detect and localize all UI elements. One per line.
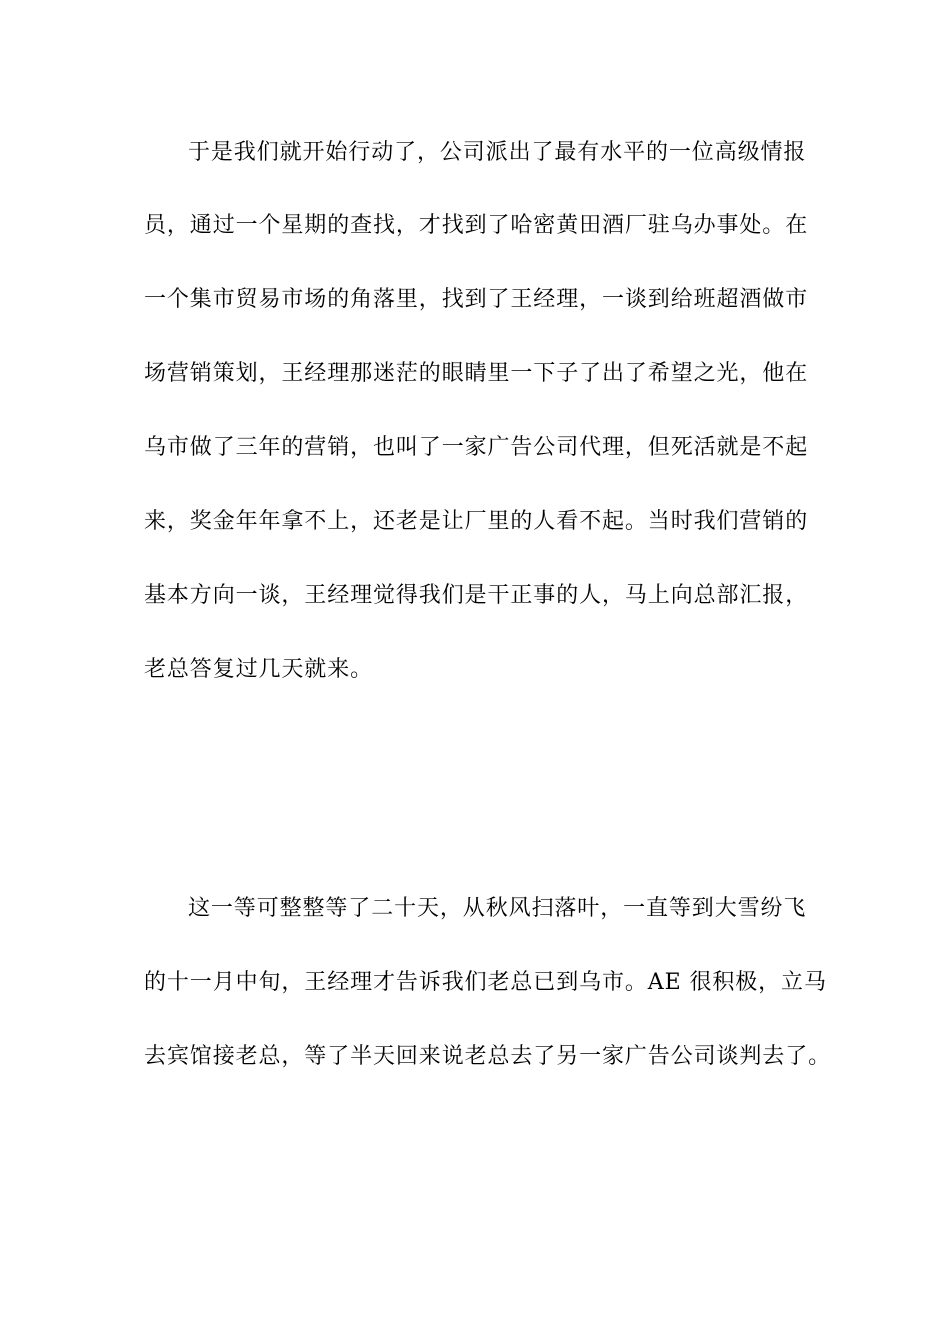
paragraph-line: 的十一月中旬，王经理才告诉我们老总已到乌市。AE 很积极，立马	[144, 970, 827, 995]
paragraph-line: 于是我们就开始行动了，公司派出了最有水平的一位高级情报	[188, 140, 807, 165]
paragraph-line: 去宾馆接老总，等了半天回来说老总去了另一家广告公司谈判去了。	[144, 1044, 832, 1069]
paragraph-line: 老总答复过几天就来。	[144, 657, 374, 682]
paragraph-line: 基本方向一谈，王经理觉得我们是干正事的人，马上向总部汇报，	[144, 583, 809, 608]
paragraph-line: 乌市做了三年的营销，也叫了一家广告公司代理，但死活就是不起	[144, 435, 809, 460]
paragraph-line: 这一等可整整等了二十天，从秋风扫落叶，一直等到大雪纷飞	[188, 896, 807, 921]
paragraph-line: 场营销策划，王经理那迷茫的眼睛里一下子了出了希望之光，他在	[144, 361, 809, 386]
paragraph-line: 员，通过一个星期的查找，才找到了哈密黄田酒厂驻乌办事处。在	[144, 213, 809, 238]
paragraph-line: 一个集市贸易市场的角落里，找到了王经理，一谈到给班超酒做市	[144, 287, 809, 312]
paragraph-line: 来，奖金年年拿不上，还老是让厂里的人看不起。当时我们营销的	[144, 509, 809, 534]
